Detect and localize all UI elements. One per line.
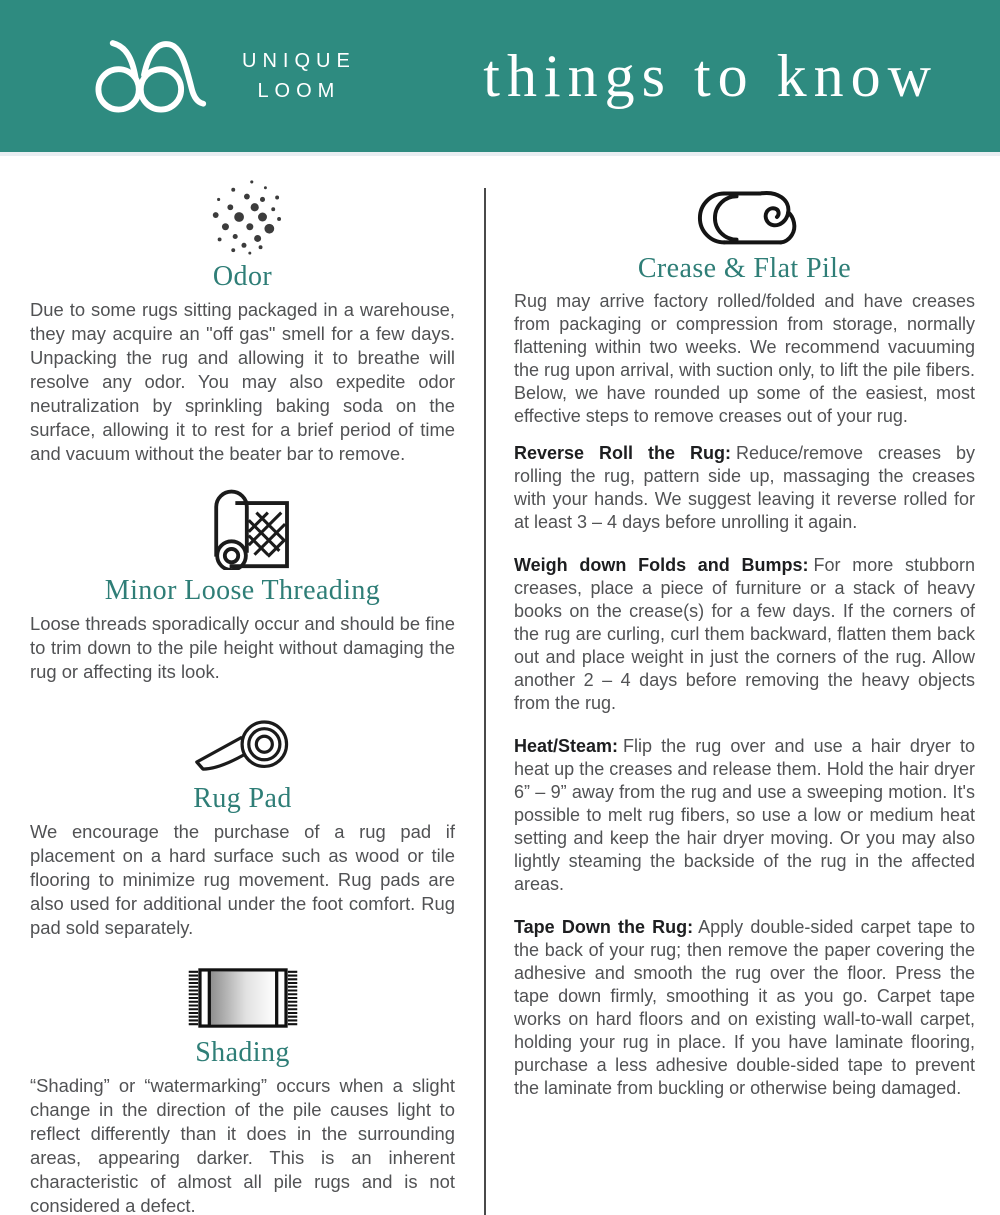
tip-weigh-down-text: For more stubborn creases, place a piece of furniture or a stack of heavy books on the crease(s) for a few days. If the corners of the rug are curling, curl them backward, flatten them back out and place weight in just the corners of the rug. Allow another 2 – 4 days before removing the heavy objects from the rug.	[514, 555, 976, 713]
rug-pad-roll-icon	[190, 714, 296, 778]
page-title: things to know	[483, 42, 938, 109]
brand-line-loom: LOOM	[257, 80, 341, 102]
crease-title: Crease & Flat Pile	[637, 253, 852, 284]
unique-loom-logo-icon	[88, 32, 228, 120]
shading-title: Shading	[195, 1037, 290, 1068]
column-divider	[484, 188, 486, 1215]
tip-tape-down-text: Apply double-sided carpet tape to the back of your rug; then remove the paper covering the adhesive and smooth the rug over the floor. Press the tape down firmly, smoothing it as you go. Carpet tape works on hard floors and on existing wall-to-wall carpet, holding your rug in place. If you have laminate flooring, purchase a less adhesive double-sided tape to prevent the laminate from buckling or otherwise being damaged.	[514, 917, 975, 1098]
rolled-rug-icon	[691, 186, 799, 248]
content-columns	[0, 156, 1000, 1215]
tip-tape-down-label: Tape Down the Rug:	[514, 917, 694, 937]
brand-logo	[88, 32, 356, 120]
shading-section-icon-row	[30, 964, 455, 1032]
tip-reverse-roll-label: Reverse Roll the Rug:	[514, 443, 731, 463]
tip-reverse-roll	[514, 442, 975, 534]
tip-heat-steam	[514, 735, 975, 896]
crease-body: Rug may arrive factory rolled/folded and have creases from packaging or compression from storage, normally flattening within two weeks. We recommend vacuuming the rug upon arrival, with suction only, to lift the pile fibers. Below, we have rounded up some of the easiest, most effective steps to remove creases out of your rug.	[514, 291, 975, 426]
unrolling-rug-weave-icon	[195, 482, 291, 570]
threading-section-icon-row	[30, 482, 455, 570]
threading-title: Minor Loose Threading	[104, 575, 381, 606]
crease-section-icon-row	[514, 186, 975, 248]
odor-title: Odor	[212, 261, 273, 292]
tip-heat-steam-label: Heat/Steam:	[514, 736, 619, 756]
tip-reverse-roll-text: Reduce/remove creases by rolling the rug, pattern side up, massaging the creases with your hands. We suggest leaving it reverse rolled for at least 3 – 4 days before unrolling it again.	[514, 443, 975, 532]
brand-name	[242, 46, 356, 106]
tip-weigh-down-label: Weigh down Folds and Bumps:	[514, 555, 809, 575]
rug-pad-title: Rug Pad	[193, 783, 292, 814]
tip-heat-steam-text: Flip the rug over and use a hair dryer to heat up the creases and release them. Hold the hair dryer 6” – 9” away from the rug and use a sweeping motion. It's possible to melt rug fibers, so use a low or medium heat setting and keep the hair dryer moving. Or you may also lightly steaming the backside of the rug in the affected areas.	[514, 736, 975, 894]
right-column	[487, 156, 1000, 1110]
odor-particles-icon	[200, 178, 286, 256]
rug-pad-section-icon-row	[30, 714, 455, 778]
header-banner	[0, 0, 1000, 152]
shading-body: “Shading” or “watermarking” occurs when a slight change in the direction of the pile causes light to reflect differently than it does in the surrounding areas, appearing darker. This is an inherent characteristic of almost all pile rugs and is not considered a defect.	[30, 1075, 455, 1215]
odor-section-icon-row	[30, 178, 455, 256]
tip-tape-down	[514, 916, 975, 1100]
left-column	[0, 156, 487, 1215]
threading-body: Loose threads sporadically occur and should be fine to trim down to the pile height without damaging the rug or affecting its look.	[30, 613, 455, 682]
tip-weigh-down	[514, 554, 975, 715]
rug-pad-body: We encourage the purchase of a rug pad if placement on a hard surface such as wood or tile flooring to minimize rug movement. Rug pads are also used for additional under the foot comfort. Rug pad sold separately.	[30, 821, 455, 938]
brand-line-unique: UNIQUE	[242, 50, 356, 72]
odor-body: Due to some rugs sitting packaged in a warehouse, they may acquire an "off gas" smell for a few days. Unpacking the rug and allowing it to breathe will resolve any odor. You may also expedite odor neutralization by sprinkling baking soda on the surface, allowing it to rest for a brief period of time and vacuum without the beater bar to remove.	[30, 299, 455, 464]
shaded-rug-icon	[185, 964, 301, 1032]
